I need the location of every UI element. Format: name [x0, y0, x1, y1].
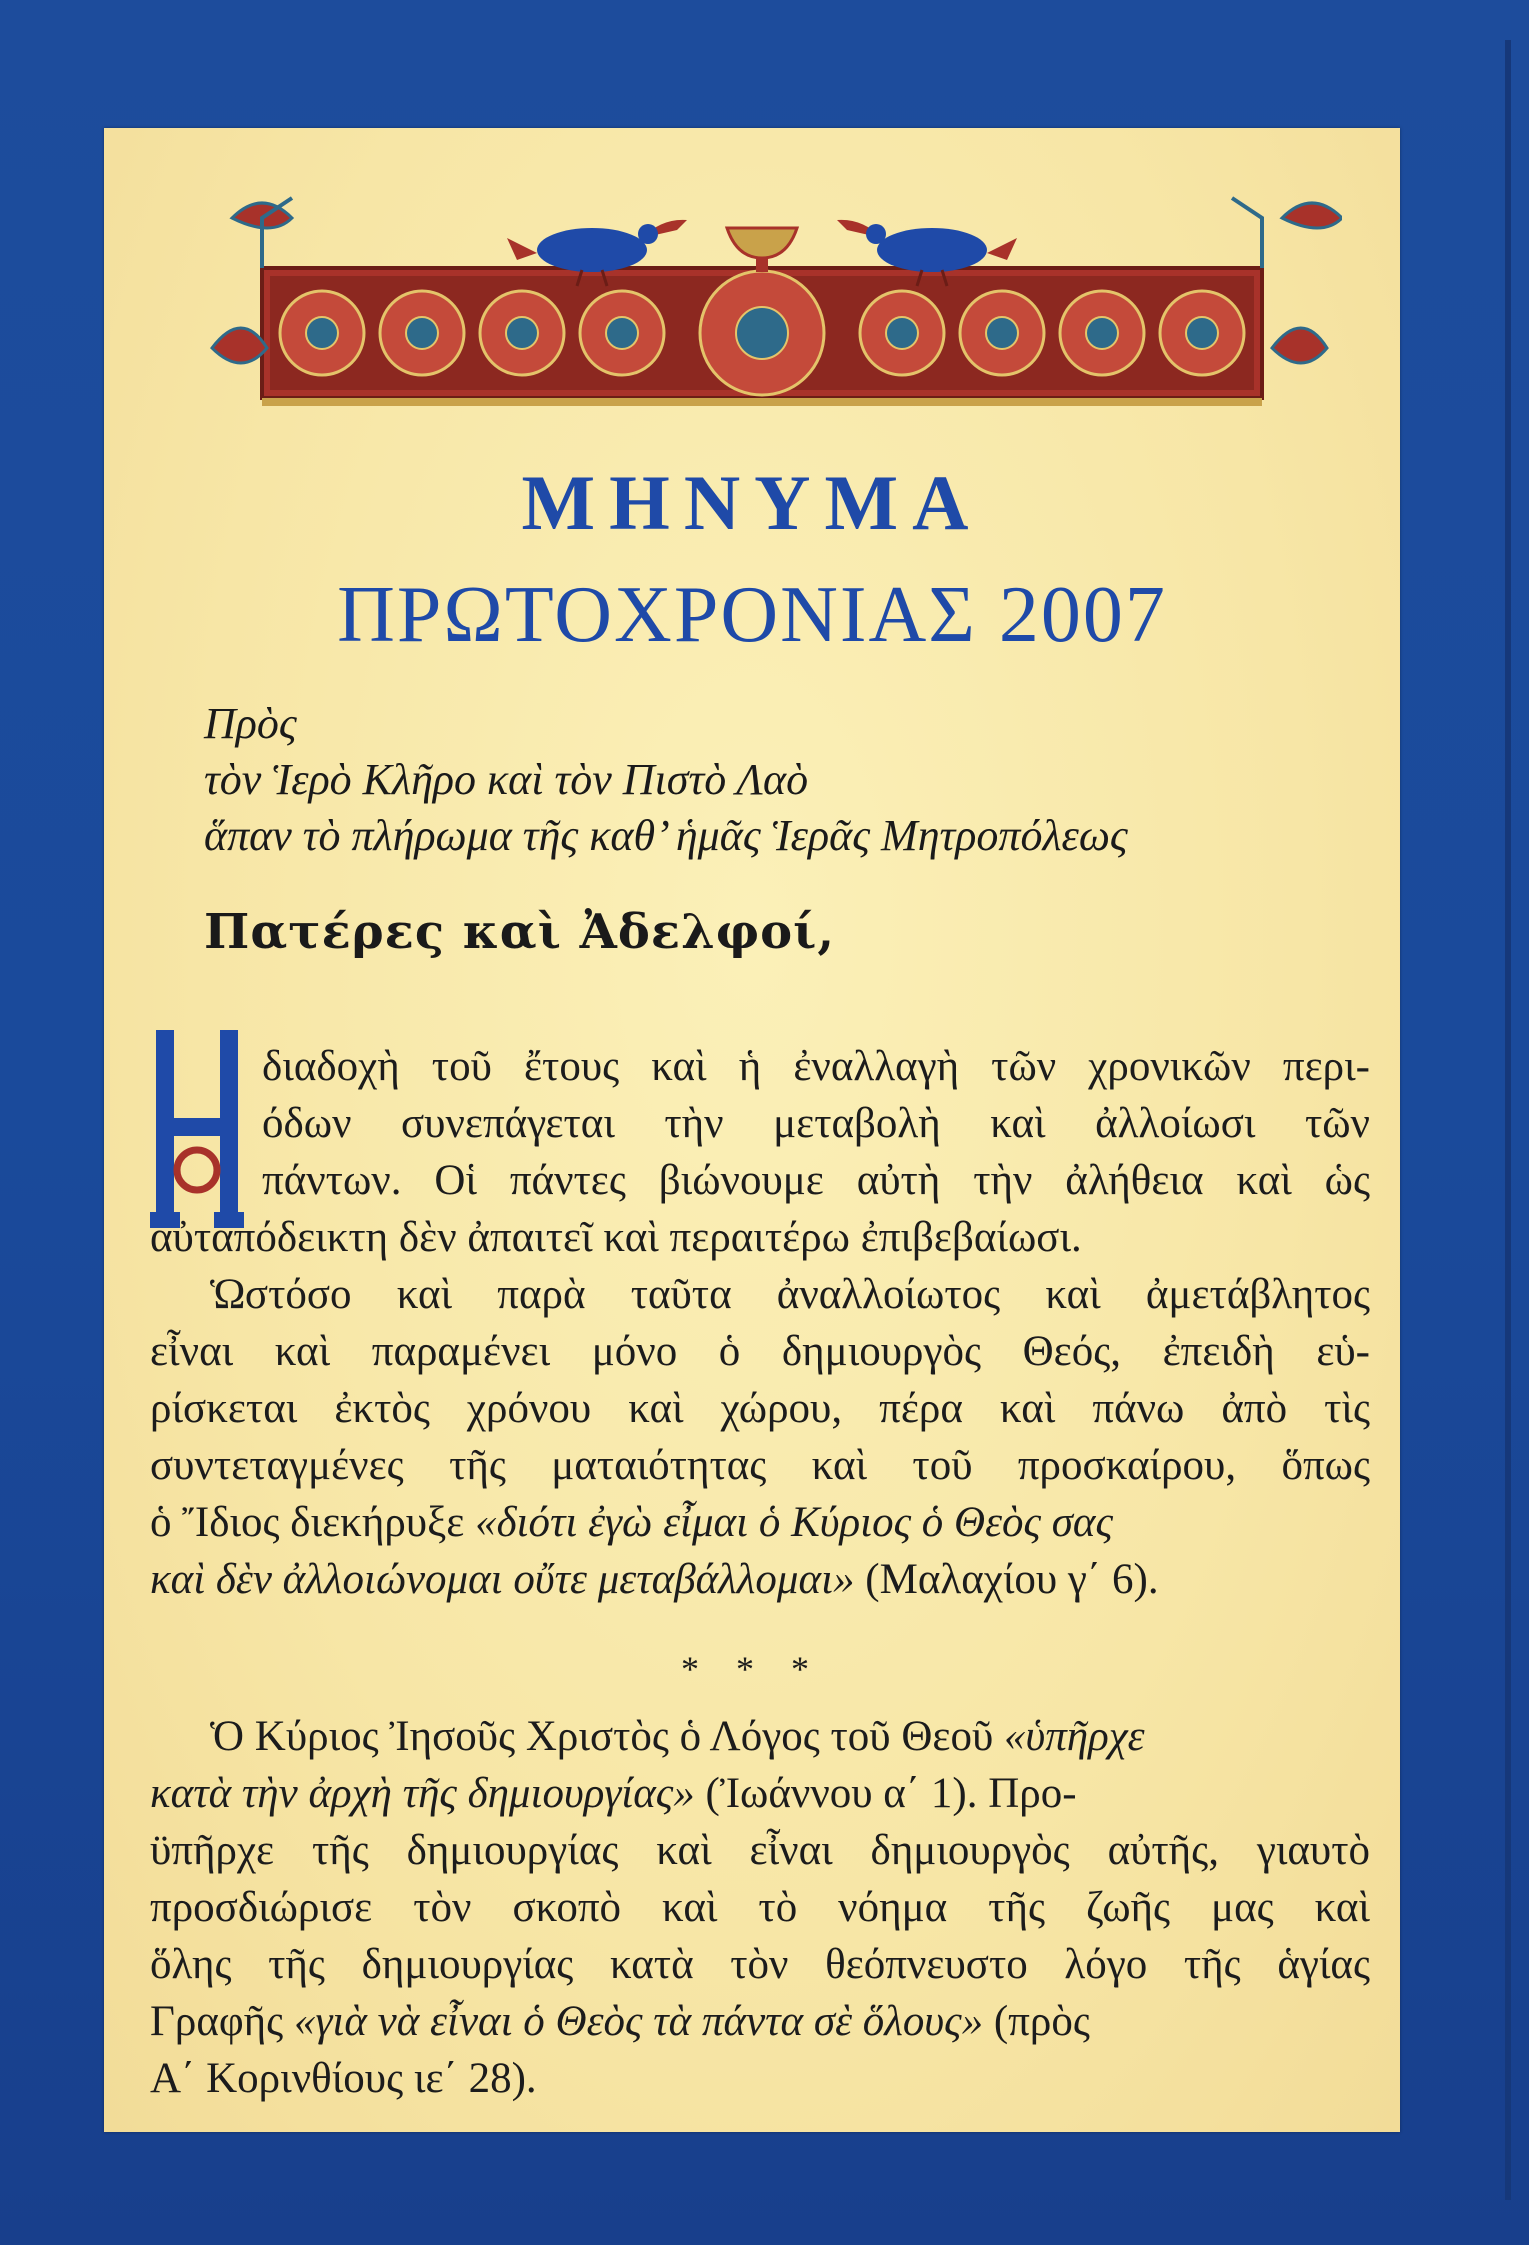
p2-line-5a: ὁ Ἴδιος διεκήρυξε: [150, 1499, 465, 1546]
p1-line-1: διαδοχὴ τοῦ ἔτους καὶ ἡ ἐναλλαγὴ τῶν χρονικῶν περι-: [262, 1043, 1370, 1090]
p2-quote-b: καὶ δὲν ἀλλοιώνομαι οὔτε μεταβάλλομαι»: [150, 1556, 855, 1603]
p2-quote-a: «διότι ἐγὼ εἶμαι ὁ Κύριος ὁ Θεὸς σας: [475, 1499, 1113, 1546]
p1-line-3: πάντων. Οἱ πάντες βιώνουμε αὐτὴ τὴν ἀλήθεια καὶ ὡς: [262, 1157, 1370, 1204]
p2-line-4: συντεταγμένες τῆς ματαιότητας καὶ τοῦ προσκαίρου, ὅπως: [150, 1442, 1370, 1489]
p3-line-5: ὅλης τῆς δημιουργίας κατὰ τὸν θεόπνευστο λόγο τῆς ἁγίας: [150, 1941, 1370, 1988]
p3-quote-a: «ὑπῆρχε: [1004, 1713, 1145, 1760]
p3-line-3: ϋπῆρχε τῆς δημιουργίας καὶ εἶναι δημιουργὸς αὐτῆς, γιαυτὸ: [150, 1827, 1370, 1874]
address-line-3: ἅπαν τὸ πλήρωμα τῆς καθ’ ἡμᾶς Ἱερᾶς Μητροπόλεως: [204, 811, 1128, 860]
dropcap-text: Η: [197, 1090, 198, 1091]
p2-line-2: εἶναι καὶ παραμένει μόνο ὁ δημιουργὸς Θεός, ἐπειδὴ εὑ-: [150, 1328, 1370, 1375]
p3-line-7: Α΄ Κορινθίους ιε΄ 28).: [150, 2055, 537, 2102]
p2-line-3: ρίσκεται ἐκτὸς χρόνου καὶ χώρου, πέρα καὶ πάνω ἀπὸ τὶς: [150, 1385, 1370, 1432]
title-line-2: ΠΡΩΤΟΧΡΟΝΙΑΣ 2007: [337, 571, 1167, 659]
address-line-1: Πρὸς: [204, 699, 297, 748]
page-edge: [1505, 40, 1511, 2200]
paragraph-2: [150, 1266, 1370, 1608]
p2-line-1: Ὡστόσο καὶ παρὰ ταῦτα ἀναλλοίωτος καὶ ἀμετάβλητος: [210, 1271, 1370, 1318]
p2-citation: (Μαλαχίου γ΄ 6).: [865, 1556, 1159, 1603]
paragraph-1: [150, 1038, 1370, 1266]
section-separator: * * *: [681, 1649, 823, 1689]
p3-quote-c: «γιὰ νὰ εἶναι ὁ Θεὸς τὰ πάντα σὲ ὅλους»: [293, 1998, 984, 2045]
title-line-1: ΜΗΝΥΜΑ: [521, 459, 983, 546]
p1-line-4: αὐταπόδεικτη δὲν ἀπαιτεῖ καὶ περαιτέρω ἐπιβεβαίωσι.: [150, 1214, 1082, 1261]
p3-line-4: προσδιώρισε τὸν σκοπὸ καὶ τὸ νόημα τῆς ζωῆς μας καὶ: [150, 1884, 1370, 1931]
p1-line-2: όδων συνεπάγεται τὴν μεταβολὴ καὶ ἀλλοίωσι τῶν: [262, 1100, 1370, 1147]
address-line-2: τὸν Ἱερὸ Κλῆρο καὶ τὸν Πιστὸ Λαὸ: [204, 755, 809, 804]
p3-line-2b: (Ἰωάννου α΄ 1). Προ-: [705, 1770, 1077, 1817]
byzantine-ornament-header: [172, 158, 1342, 458]
p3-line-6a: Γραφῆς: [150, 1998, 284, 2045]
p3-line-1a: Ὁ Κύριος Ἰησοῦς Χριστὸς ὁ Λόγος τοῦ Θεοῦ: [210, 1713, 994, 1760]
document-page: [104, 128, 1400, 2132]
paragraph-3: [150, 1708, 1370, 2107]
salutation: Πατέρες καὶ Ἀδελφοί,: [204, 904, 836, 960]
chalice-icon: [727, 228, 797, 272]
p3-line-6b: (πρὸς: [993, 1998, 1090, 2045]
p3-quote-b: κατὰ τὴν ἀρχὴ τῆς δημιουργίας»: [150, 1770, 695, 1817]
